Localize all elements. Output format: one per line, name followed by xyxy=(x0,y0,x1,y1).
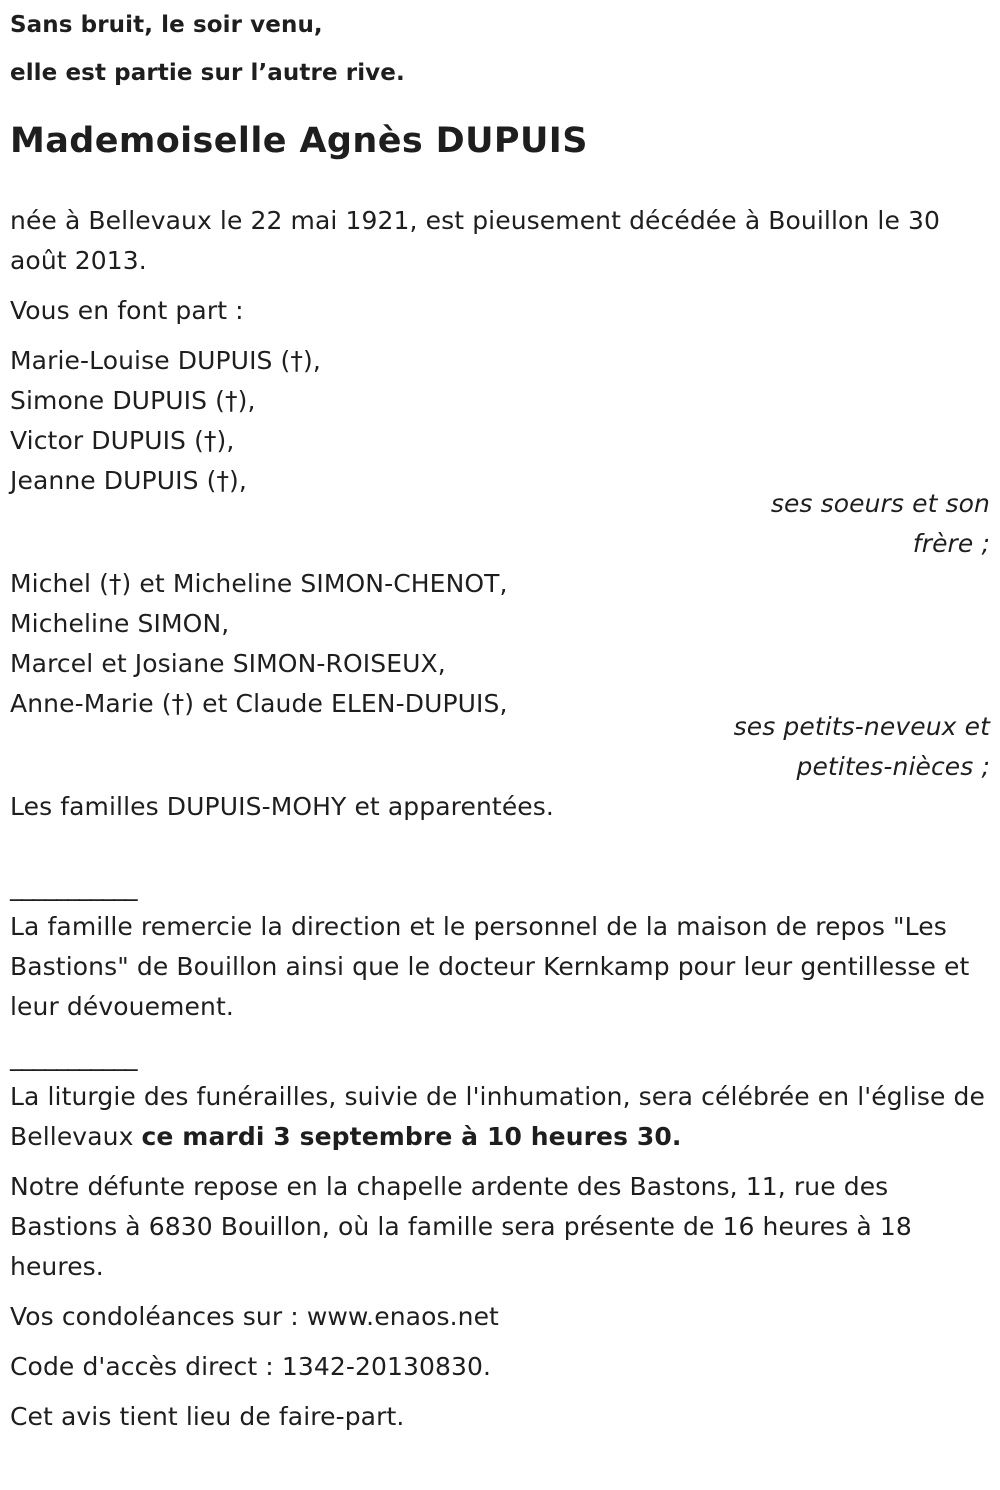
chapel-text: Notre défunte repose en la chapelle ardente des Bastons, 11, rue des Bastions à 6830 Bouillon, où la famille sera présente de 16 heures à 18 heures. xyxy=(10,1172,912,1281)
liturgy-text xyxy=(10,1077,990,1157)
intro-text: née à Bellevaux le 22 mai 1921, est pieusement décédée à Bouillon le 30 août 2013. xyxy=(10,206,940,275)
list-item: Micheline SIMON, xyxy=(10,609,230,638)
role-line: ses soeurs et son xyxy=(770,489,990,518)
role-line: frère ; xyxy=(912,529,990,558)
separator-line: ___________ xyxy=(10,1042,137,1071)
role-line: petites-nièces ; xyxy=(796,752,990,781)
grandnephews-list xyxy=(10,564,990,724)
liturgy-date: ce mardi 3 septembre à 10 heures 30. xyxy=(141,1122,682,1151)
siblings-list xyxy=(10,331,990,501)
liturgy-main: La liturgie des funérailles, suivie de l'inhumation, sera célébrée en l'église de Bellevaux xyxy=(10,1082,985,1151)
list-item: Michel (†) et Micheline SIMON-CHENOT, xyxy=(10,569,508,598)
list-item: Marie-Louise DUPUIS (†), xyxy=(10,346,321,375)
separator-line: ___________ xyxy=(10,872,137,901)
condolences-text: Vos condoléances sur : www.enaos.net xyxy=(10,1302,499,1331)
access-code-text: Code d'accès direct : 1342-20130830. xyxy=(10,1352,492,1381)
epigraph-line-1: Sans bruit, le soir venu, xyxy=(10,12,323,38)
epigraph-line-2: elle est partie sur l’autre rive. xyxy=(10,60,405,86)
announcement-text: Vous en font part : xyxy=(10,296,244,325)
list-item: Jeanne DUPUIS (†), xyxy=(10,466,247,495)
spacer xyxy=(10,827,990,867)
list-item: Simone DUPUIS (†), xyxy=(10,386,256,415)
closing-text: Cet avis tient lieu de faire-part. xyxy=(10,1402,405,1431)
deceased-name: Mademoiselle Agnès DUPUIS xyxy=(10,121,588,161)
list-item: Victor DUPUIS (†), xyxy=(10,426,235,455)
families-text: Les familles DUPUIS-MOHY et apparentées. xyxy=(10,792,554,821)
list-item: Anne-Marie (†) et Claude ELEN-DUPUIS, xyxy=(10,689,508,718)
list-item: Marcel et Josiane SIMON-ROISEUX, xyxy=(10,649,446,678)
thanks-text: La famille remercie la direction et le personnel de la maison de repos "Les Bastions" de Bouillon ainsi que le docteur Kernkamp pour leur gentillesse et leur dévouement. xyxy=(10,912,970,1021)
role-line: ses petits-neveux et xyxy=(733,712,990,741)
